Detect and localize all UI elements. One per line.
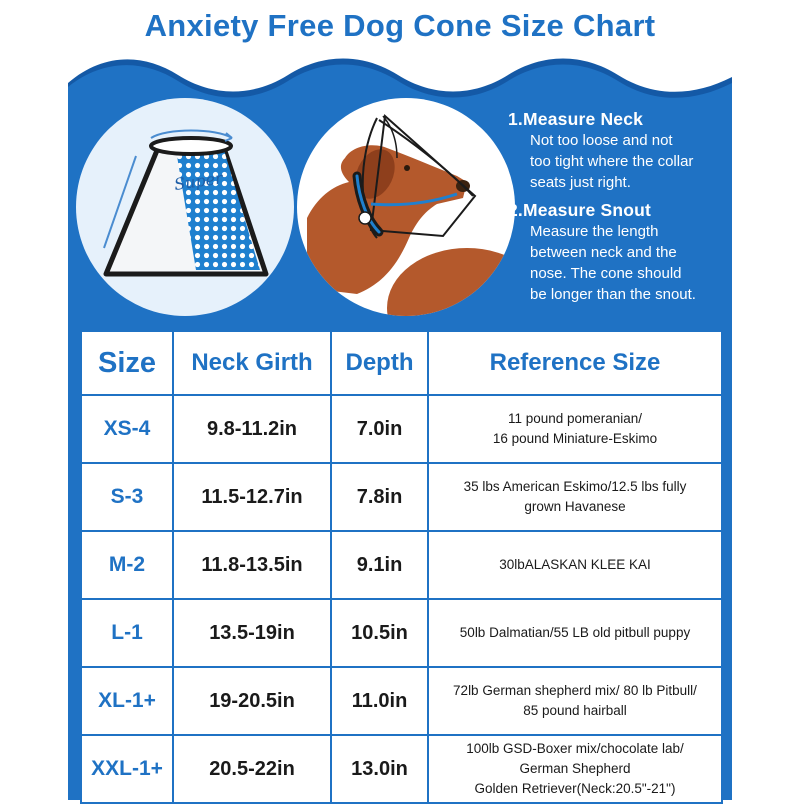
reference-cell: 100lb GSD-Boxer mix/chocolate lab/ German Shepherd Golden Retriever(Neck:20.5"-21") — [428, 735, 722, 803]
step-snout-line: nose. The cone should — [530, 265, 682, 282]
depth-cell: 9.1in — [331, 531, 428, 599]
size-cell: XS-4 — [81, 395, 173, 463]
step-neck-line: too tight where the collar — [530, 153, 694, 170]
header-depth: Depth — [331, 331, 428, 395]
size-cell: M-2 — [81, 531, 173, 599]
reference-cell: 11 pound pomeranian/ 16 pound Miniature-Eskimo — [428, 395, 722, 463]
step-snout — [508, 199, 738, 305]
depth-cell: 10.5in — [331, 599, 428, 667]
table-row — [81, 599, 722, 667]
step-snout-line: be longer than the snout. — [530, 286, 696, 303]
size-cell: XL-1+ — [81, 667, 173, 735]
size-cell: XXL-1+ — [81, 735, 173, 803]
header-neck-girth: Neck Girth — [173, 331, 331, 395]
neck-girth-cell: 19-20.5in — [173, 667, 331, 735]
cone-image — [76, 98, 294, 316]
neck-girth-cell: 11.8-13.5in — [173, 531, 331, 599]
step-neck-line: Not too loose and not — [530, 132, 673, 149]
size-table — [80, 330, 723, 804]
table-header-row — [81, 331, 722, 395]
neck-girth-cell: 20.5-22in — [173, 735, 331, 803]
page-title: Anxiety Free Dog Cone Size Chart — [144, 8, 656, 43]
measure-instructions — [508, 108, 738, 305]
size-cell: L-1 — [81, 599, 173, 667]
reference-cell: 50lb Dalmatian/55 LB old pitbull puppy — [428, 599, 722, 667]
dog-image — [297, 98, 515, 316]
depth-cell: 7.8in — [331, 463, 428, 531]
table-row — [81, 531, 722, 599]
step-neck — [508, 108, 738, 193]
table-row — [81, 463, 722, 531]
step-neck-line: seats just right. — [530, 174, 631, 191]
table-row — [81, 735, 722, 803]
neck-girth-cell: 9.8-11.2in — [173, 395, 331, 463]
step-snout-line: between neck and the — [530, 244, 677, 261]
cone-brand-text: Super — [172, 168, 224, 194]
size-cell: S-3 — [81, 463, 173, 531]
depth-cell: 13.0in — [331, 735, 428, 803]
step-snout-line: Measure the length — [530, 223, 659, 240]
depth-cell: 11.0in — [331, 667, 428, 735]
table-row — [81, 395, 722, 463]
neck-girth-cell: 11.5-12.7in — [173, 463, 331, 531]
neck-girth-cell: 13.5-19in — [173, 599, 331, 667]
depth-cell: 7.0in — [331, 395, 428, 463]
reference-cell: 72lb German shepherd mix/ 80 lb Pitbull/ 85 pound hairball — [428, 667, 722, 735]
header-reference-size: Reference Size — [428, 331, 722, 395]
header-size: Size — [81, 331, 173, 395]
reference-cell: 30lbALASKAN KLEE KAI — [428, 531, 722, 599]
step-neck-title: 1.Measure Neck — [508, 109, 644, 129]
table-row — [81, 667, 722, 735]
step-snout-title: 2.Measure Snout — [508, 200, 652, 220]
reference-cell: 35 lbs American Eskimo/12.5 lbs fully grown Havanese — [428, 463, 722, 531]
